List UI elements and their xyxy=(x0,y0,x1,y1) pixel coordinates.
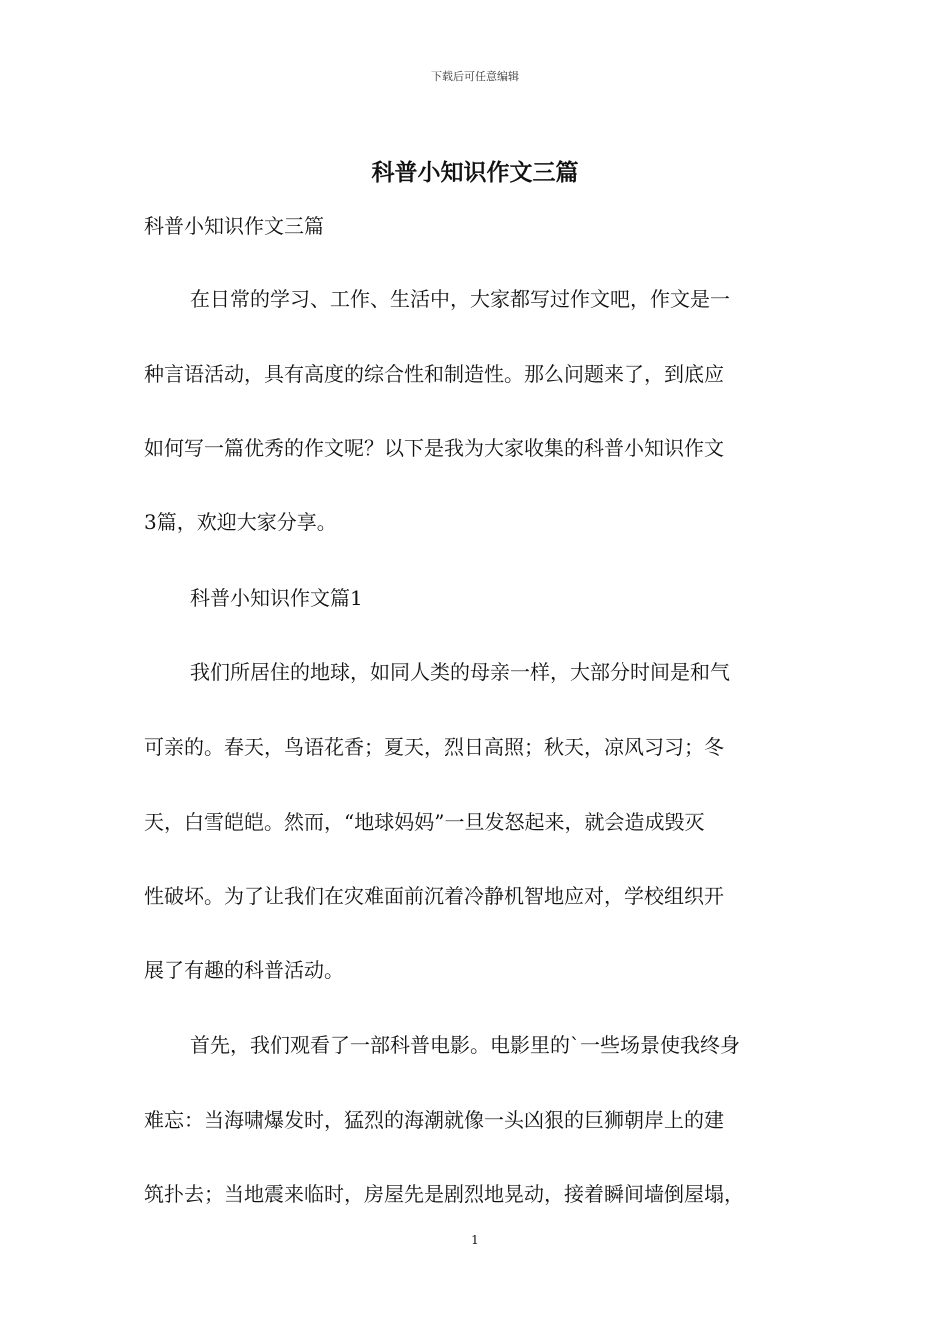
section-heading: 科普小知识作文篇1 xyxy=(190,586,363,610)
text-line: 首先，我们观看了一部科普电影。电影里的`一些场景使我终身 xyxy=(190,1033,740,1057)
text-line: 种言语活动，具有高度的综合性和制造性。那么问题来了，到底应 xyxy=(144,362,724,386)
text-line: 天，白雪皑皑。然而，“地球妈妈”一旦发怒起来，就会造成毁灭 xyxy=(144,810,705,834)
page-header: 下载后可任意编辑 xyxy=(431,70,519,83)
text-line: 如何写一篇优秀的作文呢？以下是我为大家收集的科普小知识作文 xyxy=(144,436,724,460)
text-line: 在日常的学习、工作、生活中，大家都写过作文吧，作文是一 xyxy=(190,287,730,311)
text-line: 难忘：当海啸爆发时，猛烈的海潮就像一头凶狠的巨狮朝岸上的建 xyxy=(144,1108,724,1132)
text-line: 展了有趣的科普活动。 xyxy=(144,958,344,982)
text-line: 我们所居住的地球，如同人类的母亲一样，大部分时间是和气 xyxy=(190,660,730,684)
text-line: 性破坏。为了让我们在灾难面前沉着冷静机智地应对，学校组织开 xyxy=(144,884,724,908)
page-number: 1 xyxy=(471,1233,479,1247)
document-title: 科普小知识作文三篇 xyxy=(371,159,579,186)
text-line: 筑扑去；当地震来临时，房屋先是剧烈地晃动，接着瞬间墙倒屋塌， xyxy=(144,1182,744,1206)
document-subtitle: 科普小知识作文三篇 xyxy=(144,214,324,238)
text-line: 可亲的。春天，鸟语花香；夏天，烈日高照；秋天，凉风习习；冬 xyxy=(144,735,724,759)
text-line: 3篇，欢迎大家分享。 xyxy=(144,510,337,534)
